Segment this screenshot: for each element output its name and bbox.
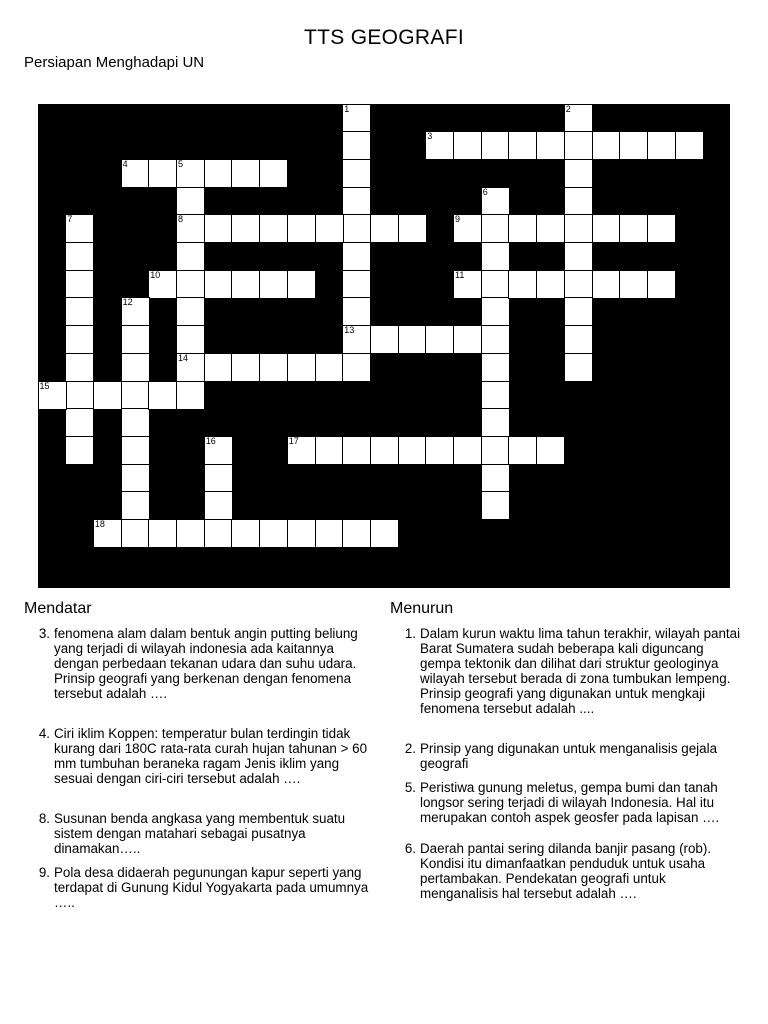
crossword-cell[interactable] (316, 437, 343, 464)
crossword-cell[interactable] (371, 437, 398, 464)
crossword-cell[interactable] (177, 215, 204, 242)
clue-number: 1. (404, 626, 416, 641)
crossword-cell[interactable] (371, 215, 398, 242)
crossword-cell[interactable] (371, 326, 398, 353)
crossword-cell[interactable] (399, 215, 426, 242)
cell-number: 11 (455, 269, 465, 280)
crossword-cell[interactable] (593, 215, 620, 242)
crossword-cell[interactable] (260, 354, 287, 381)
crossword-cell[interactable] (177, 520, 204, 547)
crossword-cell[interactable] (565, 271, 592, 298)
clue-number: 8. (38, 811, 50, 826)
crossword-cell[interactable] (122, 437, 149, 464)
crossword-cell[interactable] (343, 326, 370, 353)
cell-number: 10 (150, 269, 161, 280)
crossword-cell[interactable] (482, 298, 509, 325)
crossword-cell[interactable] (316, 354, 343, 381)
crossword-cell[interactable] (620, 271, 647, 298)
clue-item (390, 741, 742, 771)
crossword-cell[interactable] (66, 271, 93, 298)
crossword-cell[interactable] (537, 437, 564, 464)
crossword-cell[interactable] (288, 271, 315, 298)
crossword-cell[interactable] (288, 354, 315, 381)
crossword-cell[interactable] (94, 520, 121, 547)
crossword-cell[interactable] (565, 243, 592, 270)
clue-text: fenomena alam dalam bentuk angin putting beliung yang terjadi di wilayah indonesia ada kaitannya dengan perbedaan tekanan udara dan suhu udara. Prinsip geografi yang berkenan dengan fenomena tersebut adalah …. (54, 626, 358, 701)
crossword-cell[interactable] (205, 520, 232, 547)
crossword-cell[interactable] (482, 271, 509, 298)
crossword-cell[interactable] (149, 520, 176, 547)
crossword-cell[interactable] (205, 160, 232, 187)
crossword-cell[interactable] (426, 437, 453, 464)
crossword-cell[interactable] (232, 520, 259, 547)
cell-number: 13 (344, 325, 355, 336)
page-title: TTS GEOGRAFI (304, 26, 464, 49)
crossword-cell[interactable] (620, 215, 647, 242)
crossword-cell[interactable] (316, 215, 343, 242)
crossword-cell[interactable] (66, 243, 93, 270)
crossword-cell[interactable] (149, 160, 176, 187)
crossword-cell[interactable] (343, 188, 370, 215)
crossword-cell[interactable] (205, 437, 232, 464)
cell-number: 8 (178, 214, 184, 225)
crossword-cell[interactable] (454, 326, 481, 353)
crossword-cell[interactable] (122, 354, 149, 381)
crossword-cell[interactable] (509, 271, 536, 298)
crossword-cell[interactable] (482, 354, 509, 381)
down-heading: Menurun (390, 600, 454, 617)
clue-number: 9. (38, 865, 50, 880)
down-list (390, 626, 742, 901)
crossword-cell[interactable] (343, 354, 370, 381)
crossword-cell[interactable] (482, 132, 509, 159)
cell-number: 2 (565, 103, 571, 114)
crossword-cell[interactable] (482, 382, 509, 409)
crossword-cell[interactable] (94, 382, 121, 409)
crossword-cell[interactable] (66, 354, 93, 381)
crossword-cell[interactable] (122, 520, 149, 547)
crossword-cell[interactable] (205, 354, 232, 381)
clue-item (24, 865, 374, 910)
crossword-cell[interactable] (426, 326, 453, 353)
crossword-cell[interactable] (482, 465, 509, 492)
crossword-cell[interactable] (426, 132, 453, 159)
crossword-cell[interactable] (177, 354, 204, 381)
crossword-cell[interactable] (454, 215, 481, 242)
crossword-cell[interactable] (66, 437, 93, 464)
crossword-cell[interactable] (482, 243, 509, 270)
cell-number: 9 (455, 214, 461, 225)
clue-item (24, 726, 374, 786)
crossword-cell[interactable] (122, 298, 149, 325)
crossword-cell[interactable] (343, 271, 370, 298)
cell-number: 14 (178, 352, 189, 363)
crossword-cell[interactable] (565, 298, 592, 325)
clue-item (390, 780, 742, 825)
across-list (24, 626, 374, 910)
crossword-cell[interactable] (565, 105, 592, 132)
crossword-cell[interactable] (232, 271, 259, 298)
crossword-cell[interactable] (399, 437, 426, 464)
crossword-cell[interactable] (177, 298, 204, 325)
crossword-cell[interactable] (620, 132, 647, 159)
crossword-cell[interactable] (343, 437, 370, 464)
crossword-cell[interactable] (205, 465, 232, 492)
cell-number: 15 (39, 380, 50, 391)
crossword-cell[interactable] (648, 271, 675, 298)
crossword-cell[interactable] (122, 160, 149, 187)
crossword-cell[interactable] (482, 188, 509, 215)
crossword-cell[interactable] (676, 132, 703, 159)
crossword-cell[interactable] (593, 132, 620, 159)
clue-item (390, 841, 742, 901)
cell-number: 16 (205, 435, 216, 446)
crossword-cell[interactable] (177, 271, 204, 298)
crossword-cell[interactable] (565, 160, 592, 187)
across-heading: Mendatar (24, 600, 92, 617)
crossword-cell[interactable] (205, 492, 232, 519)
clue-text: Daerah pantai sering dilanda banjir pasang (rob). Kondisi itu dimanfaatkan penduduk untuk usaha pertambakan. Pendekatan geografi untuk menganalisis hal tersebut adalah …. (420, 841, 712, 901)
crossword-cell[interactable] (343, 132, 370, 159)
crossword-cell[interactable] (537, 132, 564, 159)
crossword-cell[interactable] (316, 520, 343, 547)
crossword-cell[interactable] (66, 409, 93, 436)
cell-number: 4 (122, 158, 128, 169)
clue-item (390, 626, 742, 716)
clue-item (24, 626, 374, 701)
crossword-cell[interactable] (66, 298, 93, 325)
crossword-cell[interactable] (177, 160, 204, 187)
crossword-cell[interactable] (565, 326, 592, 353)
crossword-cell[interactable] (66, 215, 93, 242)
crossword-cell[interactable] (122, 492, 149, 519)
crossword-cell[interactable] (122, 326, 149, 353)
crossword-cell[interactable] (288, 437, 315, 464)
crossword-cell[interactable] (482, 409, 509, 436)
clue-text: Dalam kurun waktu lima tahun terakhir, wilayah pantai Barat Sumatera sudah beberapa kali diguncang gempa tektonik dan dilihat dari struktur geologinya wilayah tersebut berada di zona tumbukan lempeng. (420, 626, 741, 686)
crossword-cell[interactable] (122, 382, 149, 409)
crossword-cell[interactable] (205, 271, 232, 298)
cell-number: 6 (482, 186, 488, 197)
crossword-grid (38, 104, 730, 588)
crossword-cell[interactable] (66, 382, 93, 409)
cell-number: 17 (288, 435, 299, 446)
clue-number: 4. (38, 726, 50, 741)
crossword-cell[interactable] (482, 492, 509, 519)
crossword-cell[interactable] (593, 271, 620, 298)
clue-text: Susunan benda angkasa yang membentuk suatu sistem dengan matahari sebagai pusatnya dinamakan….. (54, 811, 346, 856)
cell-number: 1 (344, 103, 350, 114)
clue-text: Peristiwa gunung meletus, gempa bumi dan tanah longsor sering terjadi di wilayah Indonesia. Hal itu merupakan contoh aspek geosfer pada lapisan …. (420, 780, 720, 825)
crossword-cell[interactable] (565, 132, 592, 159)
down-clues (390, 600, 742, 901)
crossword-cell[interactable] (232, 215, 259, 242)
cell-number: 12 (122, 297, 133, 308)
clue-text: Pola desa didaerah pegunungan kapur seperti yang terdapat di Gunung Kidul Yogyakarta pada umumnya ….. (54, 865, 369, 910)
crossword-cell[interactable] (149, 382, 176, 409)
crossword-cell[interactable] (260, 160, 287, 187)
crossword-cell[interactable] (343, 298, 370, 325)
clue-number: 2. (404, 741, 416, 756)
crossword-cell[interactable] (122, 409, 149, 436)
crossword-cell[interactable] (509, 437, 536, 464)
cell-number: 5 (178, 158, 184, 169)
crossword-cell[interactable] (149, 271, 176, 298)
crossword-cell[interactable] (39, 382, 66, 409)
crossword-cell[interactable] (371, 520, 398, 547)
crossword-cell[interactable] (343, 215, 370, 242)
crossword-cell[interactable] (399, 326, 426, 353)
clue-text: Ciri iklim Koppen: temperatur bulan terdingin tidak kurang dari 180C rata-rata curah hujan tahunan > 60 mm tumbuhan beraneka ragam Jenis iklim yang sesuai dengan ciri-ciri tersebut adalah …. (54, 726, 368, 786)
cell-number: 7 (67, 214, 73, 225)
crossword-cell[interactable] (288, 215, 315, 242)
crossword-cell[interactable] (343, 160, 370, 187)
crossword-cell[interactable] (260, 271, 287, 298)
crossword-cell[interactable] (482, 437, 509, 464)
crossword-cell[interactable] (454, 132, 481, 159)
crossword-cell[interactable] (454, 437, 481, 464)
crossword-cell[interactable] (482, 215, 509, 242)
crossword-cell[interactable] (648, 215, 675, 242)
crossword-cell[interactable] (565, 354, 592, 381)
across-clues (24, 600, 374, 910)
crossword-cell[interactable] (66, 326, 93, 353)
cell-number: 18 (94, 519, 105, 529)
clue-number: 3. (38, 626, 50, 641)
crossword-cell[interactable] (343, 520, 370, 547)
crossword-cell[interactable] (232, 160, 259, 187)
crossword-cell[interactable] (343, 243, 370, 270)
clue-item (24, 811, 374, 856)
page-subtitle: Persiapan Menghadapi UN (24, 54, 205, 71)
crossword-cell[interactable] (288, 520, 315, 547)
crossword-cell[interactable] (454, 271, 481, 298)
crossword-cell[interactable] (205, 215, 232, 242)
clue-number: 5. (404, 780, 416, 795)
crossword-cell[interactable] (509, 132, 536, 159)
crossword-cell[interactable] (537, 215, 564, 242)
crossword-cell[interactable] (343, 105, 370, 132)
crossword-cell[interactable] (122, 465, 149, 492)
crossword-cell[interactable] (482, 326, 509, 353)
crossword-cell[interactable] (260, 215, 287, 242)
crossword-cell[interactable] (177, 326, 204, 353)
crossword-cell[interactable] (537, 271, 564, 298)
crossword-cell[interactable] (177, 188, 204, 215)
crossword-cell[interactable] (565, 188, 592, 215)
clue-number: 6. (404, 841, 416, 856)
crossword-cell[interactable] (177, 382, 204, 409)
crossword-cell[interactable] (648, 132, 675, 159)
clue-extra-text: Prinsip geografi yang digunakan untuk mengkaji fenomena tersebut adalah .... (420, 686, 706, 716)
crossword-cell[interactable] (509, 215, 536, 242)
crossword-cell[interactable] (232, 354, 259, 381)
clue-text: Prinsip yang digunakan untuk menganalisis gejala geografi (420, 741, 718, 771)
crossword-cell[interactable] (260, 520, 287, 547)
cell-number: 3 (427, 131, 433, 142)
crossword-cell[interactable] (177, 243, 204, 270)
crossword-cell[interactable] (565, 215, 592, 242)
